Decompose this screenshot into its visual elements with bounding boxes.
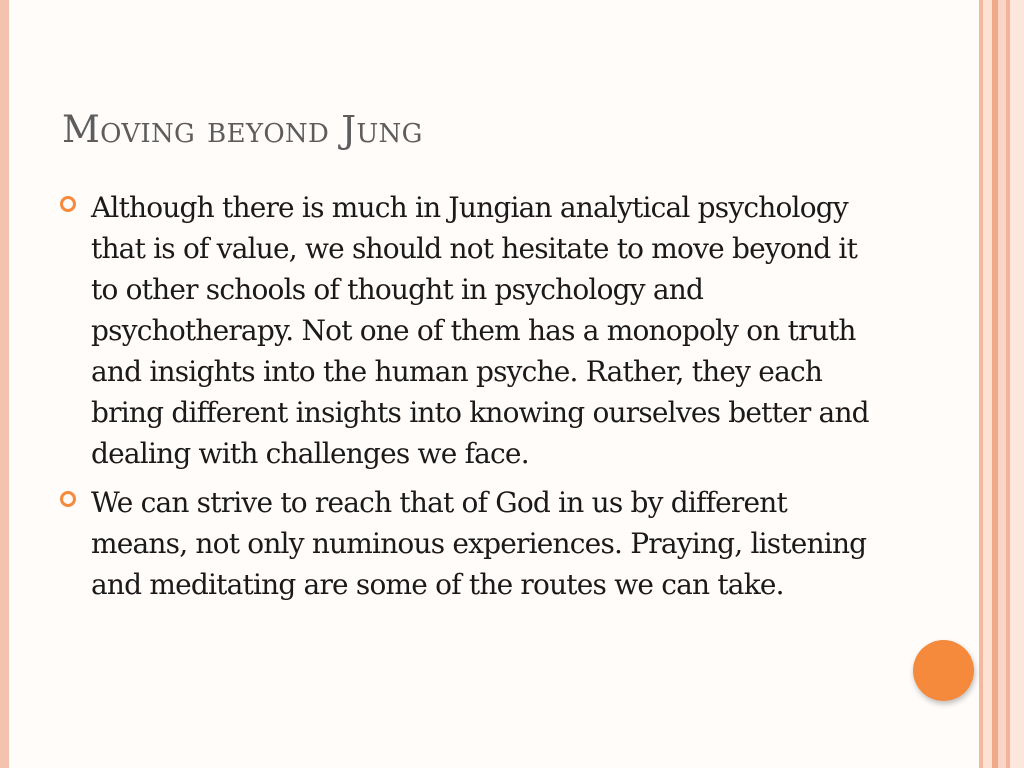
orange-circle-decoration xyxy=(913,640,974,701)
right-border-stripe xyxy=(983,0,992,768)
right-border-stripe xyxy=(1010,0,1024,768)
bullet-text: Although there is much in Jungian analytical psychology that is of value, we should not hesitate to move beyond it to other schools of thought in psychology and psychotherapy. Not one of them has a monopoly on truth and insights into the human psyche. Rather, they each bring different insights into knowing ourselves better and dealing with challenges we face. xyxy=(91,191,869,470)
slide-title: Moving beyond Jung xyxy=(62,108,423,151)
right-border-stripe xyxy=(998,0,1006,768)
bullet-text: We can strive to reach that of God in us by different means, not only numinous experiences. Praying, listening and meditating are some of the routes we can take. xyxy=(91,486,867,601)
bullet-item xyxy=(91,187,891,474)
hollow-circle-bullet-icon xyxy=(60,196,76,212)
left-border-decoration xyxy=(0,0,9,768)
bullet-list xyxy=(91,187,891,613)
hollow-circle-bullet-icon xyxy=(60,491,76,507)
bullet-item xyxy=(91,482,891,605)
